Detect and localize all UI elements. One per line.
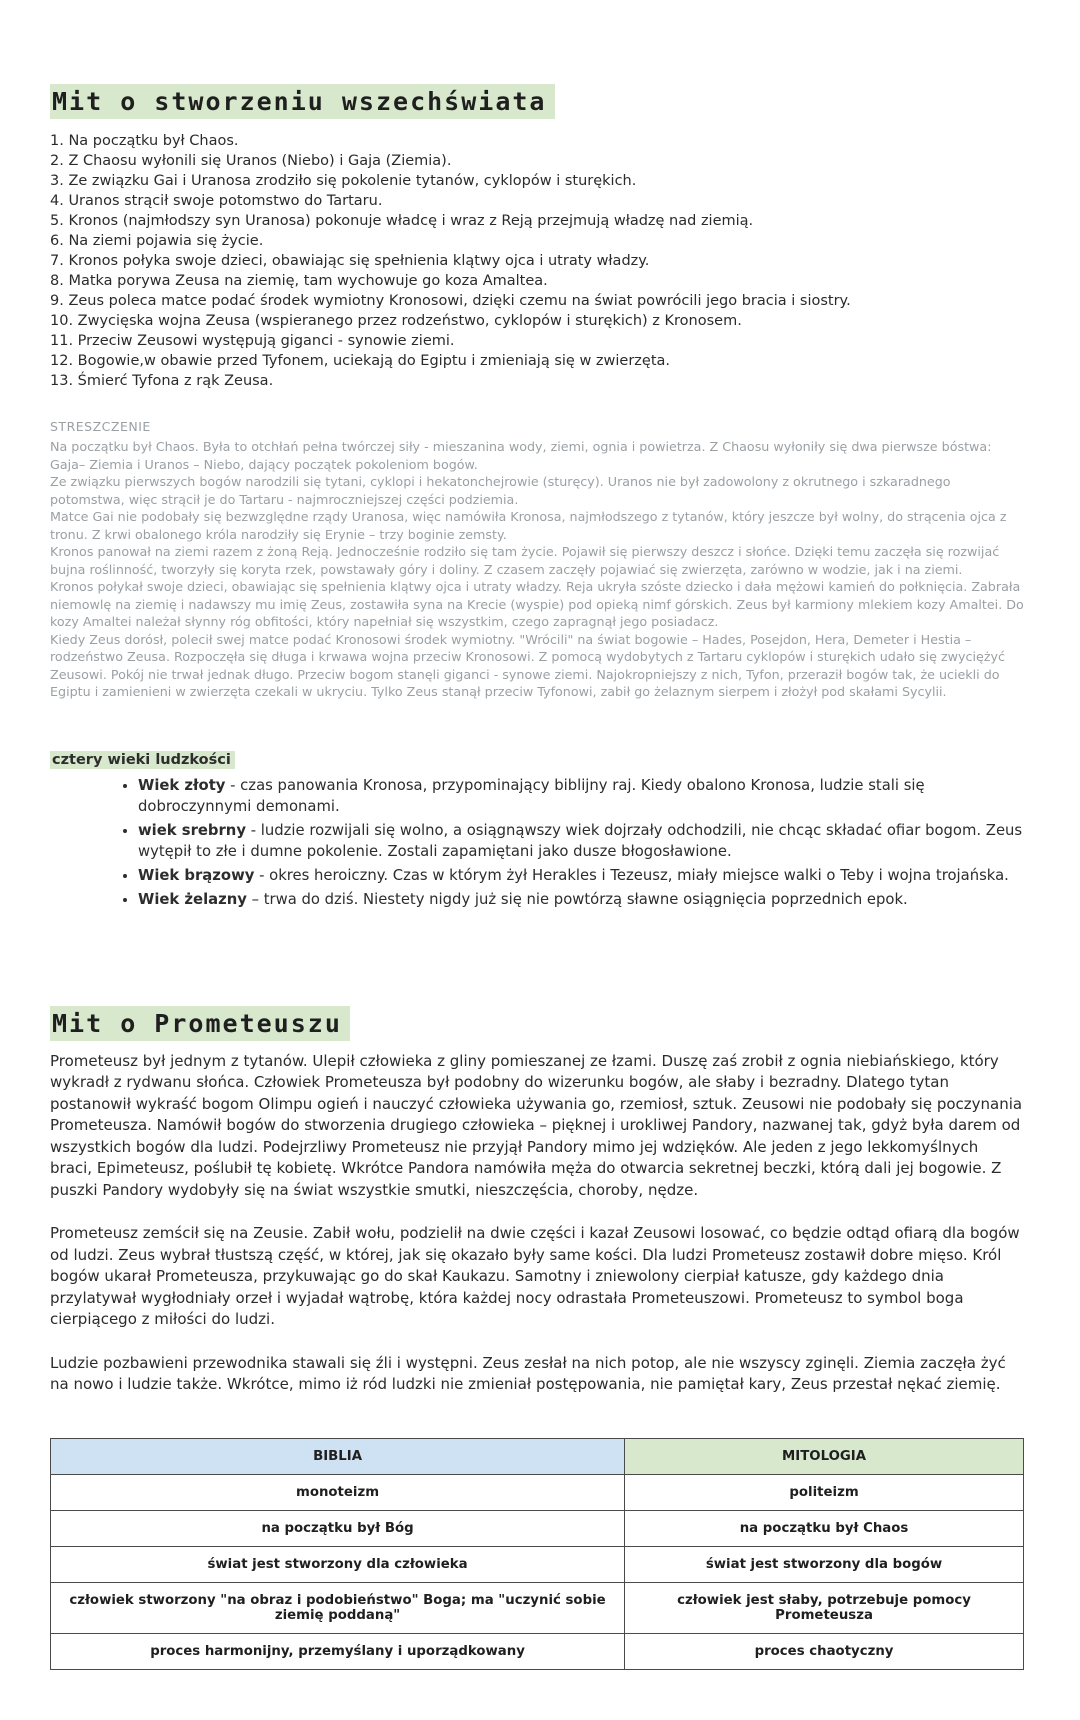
age-name: złoty [184,776,226,794]
table-row [51,1510,1024,1546]
prometheus-paragraph: Ludzie pozbawieni przewodnika stawali się źli i występni. Zeus zesłał na nich potop, ale nie wszyscy zginęli. Ziemia zaczęła żyć na nowo i ludzie także. Wkrótce, mimo iż ród ludzki nie zmieniał postępowania, nie pamiętał kary, Zeus przestał nękać ziemię. [50,1353,1006,1393]
list-item: 12. Bogowie,w obawie przed Tyfonem, uciekają do Egiptu i zmieniają się w zwierzęta. [50,353,671,369]
summary-paragraph: Matce Gai nie podobały się bezwzględne rządy Uranosa, więc namówiła Kronosa, najmłodszego z tytanów, który jeszcze był wolny, do strącenia ojca z tronu. Z krwi obalonego króla narodziły się Erynie – trzy boginie zemsty. [50,509,1007,542]
list-item: 9. Zeus poleca matce podać środek wymiotny Kronosowi, dzięki czemu na świat powrócili jego bracia i siostry. [50,293,851,309]
table-row [51,1633,1024,1669]
age-name: żelazny [184,890,247,908]
age-name: brązowy [184,866,255,884]
age-name-prefix: Wiek [138,890,185,908]
age-description: - okres heroiczny. Czas w którym żył Herakles i Tezeusz, miały miejsce walki o Teby i wojna trojańska. [254,866,1009,884]
list-item [138,865,1024,886]
creation-numbered-list [50,131,1024,391]
age-description: – trwa do dziś. Niestety nigdy już się nie powtórzą sławne osiągnięcia poprzednich epok. [246,890,908,908]
list-item: 2. Z Chaosu wyłonili się Uranos (Niebo) i Gaja (Ziemia). [50,153,452,169]
summary-block [50,438,1024,701]
summary-paragraph: Kronos panował na ziemi razem z żoną Reją. Jednocześnie rodziło się tam życie. Pojawił się pierwszy deszcz i słońce. Dzięki temu zaczęła się rozwijać bujna roślinność, tworzyły się koryta rzek, powstawały góry i doliny. Z czasem zaczęły pojawiać się zwierzęta, zarówno w wodzie, jak i na ziemi. [50,544,1000,577]
list-item: 6. Na ziemi pojawia się życie. [50,233,264,249]
list-item [138,775,1024,817]
age-name: srebrny [181,821,246,839]
list-item: 7. Kronos połyka swoje dzieci, obawiając się spełnienia klątwy ojca i utraty władzy. [50,253,650,269]
table-cell: politeizm [625,1474,1024,1510]
section-title-prometheus: Mit o Prometeuszu [50,1006,350,1041]
prometheus-paragraph: Prometeusz zemścił się na Zeusie. Zabił wołu, podzielił na dwie części i kazał Zeusowi losować, co będzie odtąd ofiarą dla bogów od ludzi. Zeus wybrał tłustszą część, w której, jak się okazało były same kości. Dla ludzi Prometeusz zostawił dobre mięso. Król bogów ukarał Prometeusza, przykuwając go do skał Kaukazu. Samotny i zniewolony cierpiał katusze, gdy każdego dnia przylatywał wygłodniały orzeł i wyjadał wątrobę, która każdej nocy odrastała Prometeuszowi. Prometeusz to symbol boga cierpiącego z miłości do ludzi. [50,1224,1020,1328]
ages-heading: cztery wieki ludzkości [50,751,235,769]
table-cell: proces chaotyczny [625,1633,1024,1669]
list-item: 1. Na początku był Chaos. [50,133,239,149]
table-cell: człowiek jest słaby, potrzebuje pomocy Prometeusza [625,1582,1024,1633]
table-cell: na początku był Bóg [51,1510,625,1546]
list-item: 8. Matka porywa Zeusa na ziemię, tam wychowuje go koza Amaltea. [50,273,548,289]
age-description: - ludzie rozwijali się wolno, a osiągnąwszy wiek dojrzały odchodzili, nie chcąc składać ofiar bogom. Zeus wytępił to złe i dumne pokolenie. Zostali zapamiętani jako dusze błogosławione. [138,821,1023,860]
prometheus-paragraph: Prometeusz był jednym z tytanów. Ulepił człowieka z gliny pomieszanej ze łzami. Duszę zaś zrobił z ognia niebiańskiego, który wykradł z rydwanu słońca. Człowiek Prometeusza był podobny do wizerunku bogów, ale słaby i bezradny. Dlatego tytan postanowił wykraść bogom Olimpu ogień i nauczyć człowieka używania go, rzemiosł, sztuk. Zeusowi nie podobały się poczynania Prometeusza. Namówił bogów do stworzenia drugiego człowieka – pięknej i urokliwej Pandory, nazwanej tak, gdyż była darem od wszystkich bogów dla ludzi. Podejrzliwy Prometeusz nie przyjął Pandory mimo jej wdzięków. Ale jeden z jego lekkomyślnych braci, Epimeteusz, poślubił tę kobietę. Wkrótce Pandora namówiła męża do otwarcia sekretnej beczki, którą dali jej bogowie. Z puszki Pandory wydobyły się na świat wszystkie smutki, nieszczęścia, choroby, nędze. [50,1051,1023,1199]
table-cell: świat jest stworzony dla bogów [625,1546,1024,1582]
table-header-biblia: BIBLIA [51,1438,625,1474]
ages-list [50,775,1024,910]
table-row [51,1582,1024,1633]
age-description: - czas panowania Kronosa, przypominający biblijny raj. Kiedy obalono Kronosa, ludzie stali się dobroczynnymi demonami. [138,776,925,815]
table-cell: człowiek stworzony "na obraz i podobieństwo" Boga; ma "uczynić sobie ziemię poddaną" [51,1582,625,1633]
table-cell: na początku był Chaos [625,1510,1024,1546]
section-title-creation-myth: Mit o stworzeniu wszechświata [50,84,555,119]
summary-paragraph: Ze związku pierwszych bogów narodzili się tytani, cyklopi i hekatonchejrowie (sturęcy). Uranos nie był zadowolony z okrutnego i szkaradnego potomstwa, więc strącił je do Tartaru - najmroczniejszej części podziemia. [50,474,951,507]
list-item: 11. Przeciw Zeusowi występują giganci - synowie ziemi. [50,333,455,349]
list-item: 5. Kronos (najmłodszy syn Uranosa) pokonuje władcę i wraz z Reją przejmują władzę nad ziemią. [50,213,754,229]
comparison-table [50,1438,1024,1670]
summary-paragraph: Kronos połykał swoje dzieci, obawiając się spełnienia klątwy ojca i utraty władzy. Reja ukryła szóste dziecko i dała mężowi kamień do połknięcia. Zabrała niemowlę na ziemię i nadawszy mu imię Zeus, zostawiła syna na Krecie (wyspie) pod opieką nimf górskich. Zeus był karmiony mlekiem kozy Amaltei. Do kozy Amaltei należał słynny róg obfitości, który napełniał się wszystkim, czego zapragnął jego posiadacz. [50,579,1024,629]
table-cell: proces harmonijny, przemyślany i uporządkowany [51,1633,625,1669]
list-item: 13. Śmierć Tyfona z rąk Zeusa. [50,373,274,389]
table-cell: monoteizm [51,1474,625,1510]
list-item [138,889,1024,910]
summary-paragraph: Na początku był Chaos. Była to otchłań pełna twórczej siły - mieszanina wody, ziemi, ognia i powietrza. Z Chaosu wyłoniły się dwa pierwsze bóstwa: Gaja– Ziemia i Uranos – Niebo, dający początek pokoleniom bogów. [50,439,992,472]
summary-label: STRESZCZENIE [50,419,151,434]
age-name-prefix: wiek [138,821,182,839]
summary-paragraph: Kiedy Zeus dorósł, polecił swej matce podać Kronosowi środek wymiotny. "Wrócili" na świat bogowie – Hades, Posejdon, Hera, Demeter i Hestia – rodzeństwo Zeusa. Rozpoczęła się długa i krwawa wojna przeciw Kronosowi. Z pomocą wydobytych z Tartaru cyklopów i sturękich udało się zwyciężyć Zeusowi. Pokój nie trwał jednak długo. Przeciw bogom stanęli giganci - synowe ziemi. Najokropniejszy z nich, Tyfon, przeraził bogów tak, że uciekli do Egiptu i zamienieni w zwierzęta czekali w ukryciu. Tylko Zeus stanął przeciw Tyfonowi, zabił go żelaznym sierpem i złożył pod skałami Sycylii. [50,631,1005,699]
list-item: 4. Uranos strącił swoje potomstwo do Tartaru. [50,193,383,209]
list-item [138,820,1024,862]
age-name-prefix: Wiek [138,776,185,794]
table-cell: świat jest stworzony dla człowieka [51,1546,625,1582]
table-row [51,1474,1024,1510]
table-header-row [51,1438,1024,1474]
age-name-prefix: Wiek [138,866,185,884]
list-item: 10. Zwycięska wojna Zeusa (wspieranego przez rodzeństwo, cyklopów i sturękich) z Kronosem. [50,313,742,329]
list-item: 3. Ze związku Gai i Uranosa zrodziło się pokolenie tytanów, cyklopów i sturękich. [50,173,637,189]
table-header-mitologia: MITOLOGIA [625,1438,1024,1474]
table-row [51,1546,1024,1582]
